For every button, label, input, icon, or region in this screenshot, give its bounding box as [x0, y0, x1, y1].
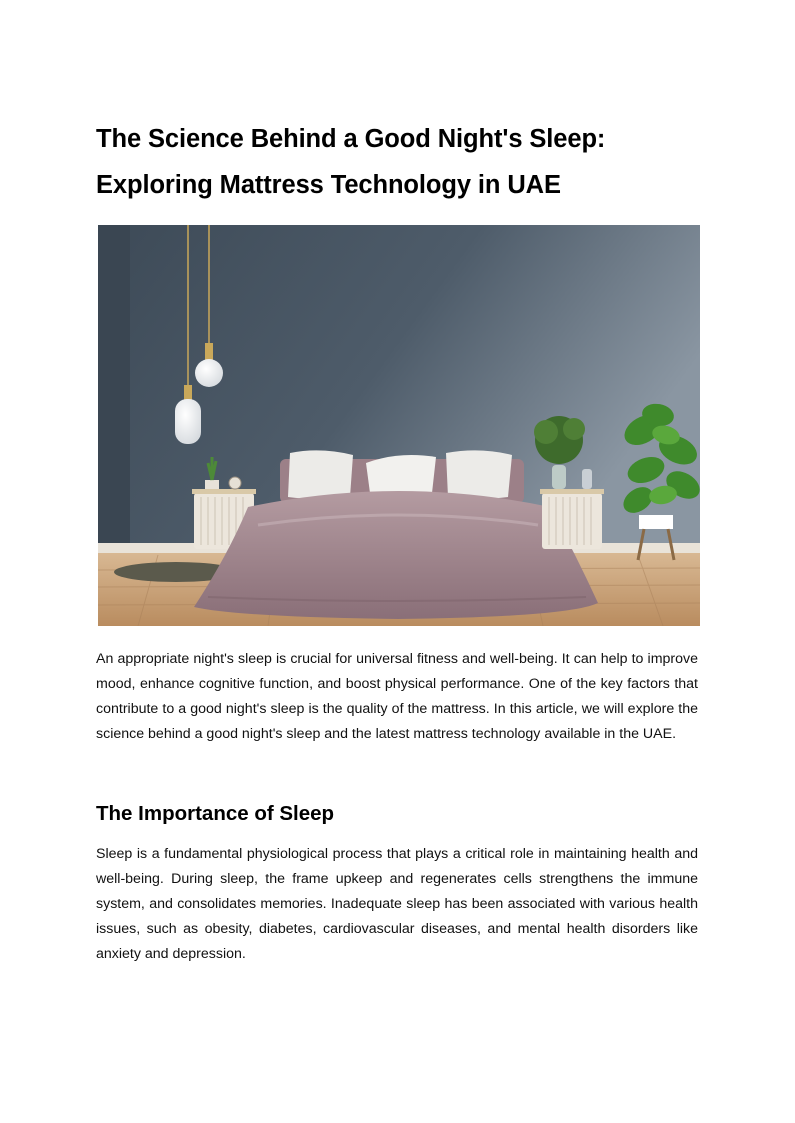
section-heading: The Importance of Sleep [96, 802, 335, 825]
bedroom-hero-image [98, 225, 700, 626]
intro-paragraph: An appropriate night's sleep is crucial for universal fitness and well-being. It can help to improve mood, enhance cognitive function, and boost physical performance. One of the key factors that contribute to a good night's sleep is the quality of the mattress. In this article, we will explore the science behind a good night's sleep and the latest mattress technology available in the UAE. [96, 651, 698, 742]
right-nightstand [542, 493, 602, 549]
pillow [288, 450, 353, 499]
document-title: The Science Behind a Good Night's Sleep: Exploring Mattress Technology in UAE [96, 125, 606, 199]
pendant-lamp-capsule [175, 399, 201, 444]
section-paragraph: Sleep is a fundamental physiological process that plays a critical role in maintaining health and well-being. During sleep, the frame upkeep and regenerates cells strengthens the immune system, and consolidates memories. Inadequate sleep has been associated with various health issues, such as obesity, diabetes, cardiovascular diseases, and mental health disorders like anxiety and depression. [96, 846, 698, 962]
pendant-lamp-round [195, 359, 223, 387]
